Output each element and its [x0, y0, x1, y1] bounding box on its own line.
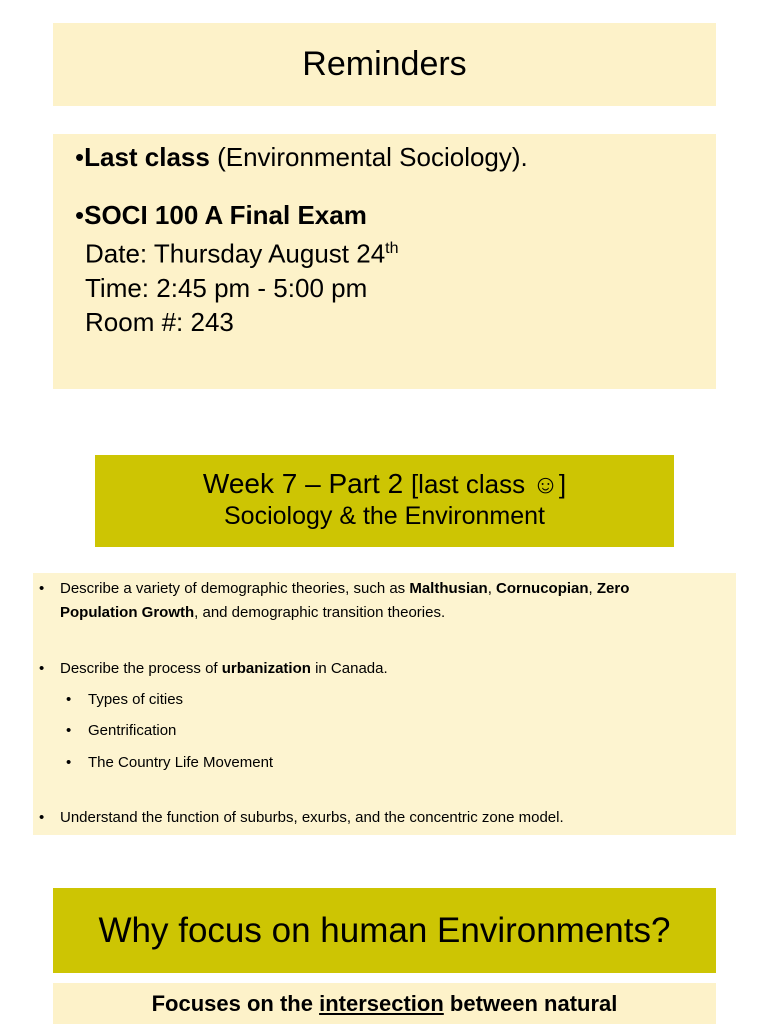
objective-term: Zero — [596, 580, 630, 597]
exam-title: SOCI 100 A Final Exam — [84, 200, 367, 230]
exam-time: Time: 2:45 pm - 5:00 pm — [85, 272, 368, 303]
bullet-glyph: • — [66, 722, 72, 739]
exam-date-sup: th — [385, 240, 399, 257]
focus-underlined-term: intersection — [319, 991, 444, 1016]
exam-title-line — [75, 198, 716, 232]
focus-text-part: between natural — [443, 991, 618, 1016]
exam-date-text: Date: Thursday August 24 — [85, 238, 386, 269]
bullet-glyph: • — [39, 809, 45, 826]
sub-item-text: Types of cities — [88, 691, 184, 708]
objective-text-part: Describe a variety of demographic theories, such as — [60, 580, 410, 597]
objective-term: Cornucopian — [496, 580, 589, 597]
bullet-glyph: • — [39, 660, 45, 677]
objective-text: Understand the function of suburbs, exurbs, and the concentric zone model. — [60, 809, 564, 826]
bullet-glyph: • — [75, 142, 85, 172]
exam-room: Room #: 243 — [85, 306, 234, 337]
reminders-body — [53, 134, 716, 389]
reminders-title-box — [53, 23, 716, 106]
learning-objectives — [33, 573, 736, 835]
focus-text — [152, 991, 618, 1016]
last-class-label: Last class — [84, 142, 210, 172]
focus-box — [53, 983, 716, 1024]
objective-text — [60, 577, 720, 625]
focus-text-part: Focuses on the — [151, 991, 320, 1016]
sub-item-text: Gentrification — [88, 722, 177, 739]
last-class-detail: (Environmental Sociology). — [209, 142, 528, 172]
week-title — [95, 467, 674, 501]
objective-text-part: , — [487, 580, 497, 597]
why-title-box — [53, 888, 716, 973]
exam-date — [75, 232, 716, 271]
why-title: Why focus on human Environments? — [98, 910, 671, 950]
week-title-extra: [last class ☺] — [410, 469, 567, 499]
objective-text-part: , — [588, 580, 597, 597]
bullet-glyph: • — [39, 580, 45, 597]
reminders-title: Reminders — [302, 45, 467, 83]
objective-text-part: Describe the process of — [60, 660, 222, 677]
objective-term: Malthusian — [409, 580, 488, 597]
objective-term: urbanization — [221, 660, 311, 677]
week-subtitle: Sociology & the Environment — [223, 502, 545, 530]
objective-text — [60, 657, 720, 681]
bullet-glyph: • — [66, 691, 72, 708]
bullet-glyph: • — [75, 200, 85, 230]
sub-item-text: The Country Life Movement — [88, 754, 274, 771]
objective-text-part: , and demographic transition theories. — [194, 604, 446, 621]
last-class-line — [75, 140, 716, 174]
week-title-main: Week 7 – Part 2 — [202, 468, 411, 499]
bullet-glyph: • — [66, 754, 72, 771]
objective-text-part: in Canada. — [310, 660, 388, 677]
objective-term: Population Growth — [60, 604, 195, 621]
week-title-box — [95, 455, 674, 547]
